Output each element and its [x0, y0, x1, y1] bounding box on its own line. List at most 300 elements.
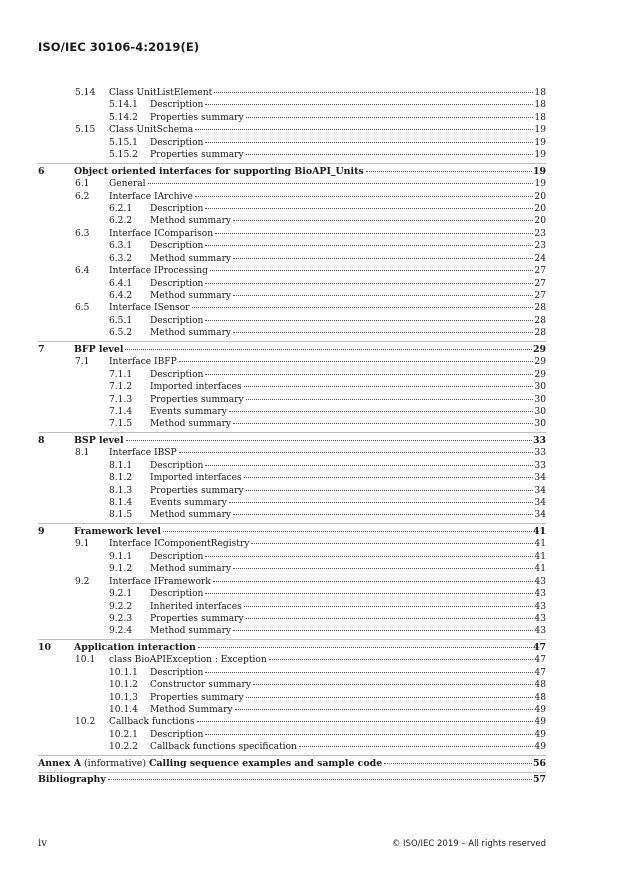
toc-entry-title: Constructor summary [150, 680, 251, 691]
toc-entry-title: Interface IProcessing [109, 266, 208, 277]
toc-entry-title: Class UnitSchema [109, 125, 194, 136]
toc-entry-page: 47 [532, 641, 546, 653]
toc-entry-number: 5.15.2 [109, 150, 138, 161]
toc-entry-title: Description [150, 100, 204, 111]
toc-entry[interactable] [38, 497, 546, 509]
toc-entry[interactable] [38, 149, 546, 161]
toc-entry-leader [150, 99, 546, 111]
toc-entry-leader [109, 87, 546, 99]
toc-entry-title: Method summary [150, 216, 232, 227]
toc-entry-leader [109, 538, 546, 550]
toc-entry-title: Method Summary [150, 705, 233, 715]
toc-entry-number: 9.2.2 [109, 601, 133, 612]
toc-entry-leader [74, 344, 546, 356]
toc-entry-number: 7.1.1 [109, 369, 133, 380]
toc-entry-title: Events summary [150, 406, 227, 417]
toc-entry[interactable] [38, 435, 546, 447]
toc-entry-page: 34 [534, 498, 546, 508]
toc-entry-page: 43 [534, 576, 546, 587]
dot-leader [233, 514, 533, 515]
toc-entry-page: 41 [534, 564, 546, 575]
toc-entry-page: 19 [534, 150, 546, 161]
dot-leader [210, 270, 533, 271]
toc-entry-page: 48 [534, 692, 546, 703]
toc-entry-leader [150, 315, 546, 327]
toc-entry-number: 10.1.2 [109, 680, 138, 691]
dot-leader [126, 440, 532, 441]
section-divider [38, 523, 546, 524]
toc-entry-title: Interface ISensor [109, 303, 190, 314]
toc-entry[interactable] [38, 588, 546, 600]
toc-entry-leader [150, 563, 546, 575]
toc-entry-title: Description [150, 589, 204, 600]
toc-entry-title: Object oriented interfaces for supporting BioAPI_Units [74, 165, 364, 177]
toc-entry-leader [109, 191, 546, 203]
toc-entry-number: 8.1.1 [109, 460, 133, 471]
toc-entry-page: 34 [534, 485, 546, 496]
annex-title-group [38, 758, 383, 770]
dot-leader [233, 568, 533, 569]
toc-entry[interactable] [38, 278, 546, 290]
toc-entry-number: 10.1.4 [109, 705, 138, 715]
toc-entry-page: 24 [534, 253, 546, 264]
dot-leader [233, 423, 533, 424]
toc-entry-leader [150, 253, 546, 265]
dot-leader [269, 659, 533, 660]
toc-entry-number: 9.1.2 [109, 564, 133, 575]
dot-leader [205, 593, 533, 594]
toc-entry-title: class BioAPIException : Exception [109, 655, 267, 666]
toc-entry-page: 23 [534, 241, 546, 252]
dot-leader [205, 556, 533, 557]
toc-entry-leader [150, 667, 546, 679]
toc-entry[interactable] [38, 654, 546, 666]
toc-entry-title: Interface IFramework [109, 576, 211, 587]
toc-entry-title: Description [150, 551, 204, 562]
dot-leader [246, 490, 533, 491]
dot-leader [233, 258, 533, 259]
dot-leader [205, 104, 533, 105]
toc-entry-leader [150, 203, 546, 215]
toc-entry-page: 43 [534, 626, 546, 637]
toc-entry-leader [150, 149, 546, 161]
toc-entry-leader [109, 654, 546, 666]
toc-entry-number: 5.15 [75, 125, 96, 136]
toc-entry-number: 9.2.4 [109, 626, 133, 637]
toc-entry-number: 6.3.2 [109, 253, 133, 264]
toc-entry-bibliography[interactable] [38, 774, 546, 786]
toc-entry-number: 6.3 [75, 228, 90, 239]
toc-entry[interactable] [38, 344, 546, 356]
toc-entry-title: Properties summary [150, 692, 244, 703]
toc-entry-page: 19 [534, 137, 546, 148]
dot-leader [197, 721, 533, 722]
bibliography-page: 57 [532, 774, 546, 786]
toc-entry-leader [38, 774, 546, 786]
toc-entry-page: 30 [534, 419, 546, 430]
toc-entry-number: 8 [38, 434, 45, 446]
toc-entry-title: Description [150, 460, 204, 471]
toc-entry[interactable] [38, 203, 546, 215]
toc-entry[interactable] [38, 240, 546, 252]
toc-entry[interactable] [38, 460, 546, 472]
toc-entry-number: 6.2.1 [109, 203, 133, 214]
toc-entry-leader [150, 215, 546, 227]
annex-label: Annex A [38, 757, 81, 769]
dot-leader [205, 245, 533, 246]
toc-entry-leader [109, 447, 546, 459]
toc-entry-page: 28 [534, 328, 546, 339]
toc-entry-leader [150, 369, 546, 381]
dot-leader [229, 502, 533, 503]
toc-entry-number: 6.5.1 [109, 315, 133, 326]
toc-entry[interactable] [38, 394, 546, 406]
toc-entry-leader [150, 112, 546, 124]
toc-entry-number: 10.1.3 [109, 692, 138, 703]
toc-entry-number: 6.2.2 [109, 216, 133, 227]
toc-entry-page: 49 [534, 742, 546, 753]
toc-entry[interactable] [38, 265, 546, 277]
toc-entry-number: 7.1.3 [109, 394, 133, 405]
toc-entry[interactable] [38, 526, 546, 538]
toc-entry[interactable] [38, 716, 546, 728]
section-divider [38, 772, 546, 773]
toc-entry-title: Imported interfaces [150, 473, 242, 484]
toc-entry-page: 33 [532, 434, 546, 446]
dot-leader [235, 709, 533, 710]
toc-entry-title: Imported interfaces [150, 382, 242, 393]
toc-entry[interactable] [38, 485, 546, 497]
toc-entry[interactable] [38, 191, 546, 203]
toc-entry-title: Description [150, 369, 204, 380]
toc-entry[interactable] [38, 472, 546, 484]
toc-entry-number: 6.2 [75, 191, 90, 202]
toc-entry-page: 18 [534, 88, 546, 98]
toc-entry[interactable] [38, 509, 546, 521]
toc-entry-title: Method summary [150, 626, 232, 637]
toc-entry-title: Properties summary [150, 150, 244, 161]
dot-leader [195, 196, 533, 197]
toc-entry-leader [150, 485, 546, 497]
toc-entry-number: 8.1 [75, 448, 90, 459]
toc-entry-title: Method summary [150, 419, 232, 430]
toc-entry-page: 29 [532, 343, 546, 355]
dot-leader [163, 531, 532, 532]
toc-entry-page: 49 [534, 705, 546, 715]
toc-entry[interactable] [38, 679, 546, 691]
toc-entry[interactable] [38, 406, 546, 418]
toc-entry[interactable] [38, 381, 546, 393]
toc-entry-leader [150, 137, 546, 149]
dot-leader [214, 92, 533, 93]
toc-entry-leader [109, 178, 546, 190]
toc-entry[interactable] [38, 576, 546, 588]
toc-entry[interactable] [38, 228, 546, 240]
toc-entry-number: 7.1.4 [109, 406, 133, 417]
dot-leader [125, 349, 532, 350]
toc-entry[interactable] [38, 166, 546, 178]
toc-entry[interactable] [38, 302, 546, 314]
toc-entry-number: 5.14.1 [109, 100, 138, 111]
toc-entry-title: Framework level [74, 525, 161, 537]
toc-entry-title: Method summary [150, 510, 232, 521]
toc-entry-leader [150, 472, 546, 484]
toc-entry-number: 9.1.1 [109, 551, 133, 562]
toc-entry-page: 30 [534, 394, 546, 405]
toc-entry-number: 7.1.5 [109, 419, 133, 430]
page-number: iv [38, 838, 47, 849]
toc-entry-page: 41 [534, 539, 546, 550]
toc-entry-title: Method summary [150, 328, 232, 339]
toc-entry-leader [150, 692, 546, 704]
toc-entry[interactable] [38, 729, 546, 741]
toc-entry-title: Interface IArchive [109, 191, 193, 202]
toc-entry-title: Description [150, 137, 204, 148]
toc-entry-number: 10.2 [75, 717, 96, 728]
toc-entry-title: BSP level [74, 434, 124, 446]
toc-entry-title: Properties summary [150, 485, 244, 496]
dot-leader [195, 129, 533, 130]
section-divider [38, 639, 546, 640]
toc-entry-leader [150, 729, 546, 741]
toc-entry[interactable] [38, 538, 546, 550]
toc-entry[interactable] [38, 356, 546, 368]
toc-entry-leader [150, 290, 546, 302]
toc-entry[interactable] [38, 601, 546, 613]
toc-entry-number: 5.14.2 [109, 112, 138, 123]
toc-entry-page: 33 [534, 460, 546, 471]
dot-leader [384, 763, 532, 764]
table-of-contents [38, 87, 546, 787]
toc-entry-title: Properties summary [150, 112, 244, 123]
toc-entry-number: 10 [38, 641, 52, 653]
toc-entry-title: Description [150, 278, 204, 289]
toc-entry-number: 9.2.1 [109, 589, 133, 600]
toc-entry-number: 6.5.2 [109, 328, 133, 339]
dot-leader [205, 142, 533, 143]
toc-entry-title: Class UnitListElement [109, 88, 213, 98]
toc-entry-page: 23 [534, 228, 546, 239]
toc-entry[interactable] [38, 87, 546, 99]
toc-entry-page: 47 [534, 667, 546, 678]
toc-entry-title: Description [150, 203, 204, 214]
toc-entry-number: 8.1.4 [109, 498, 133, 508]
toc-entry-title: Method summary [150, 291, 232, 301]
toc-entry-number: 6.4 [75, 266, 90, 277]
dot-leader [246, 117, 533, 118]
toc-entry-leader [150, 601, 546, 613]
toc-entry[interactable] [38, 625, 546, 637]
dot-leader [108, 779, 532, 780]
toc-entry-leader [150, 460, 546, 472]
toc-entry-number: 6.5 [75, 303, 90, 314]
toc-entry[interactable] [38, 613, 546, 625]
toc-entry-page: 20 [534, 191, 546, 202]
toc-entry-title: Description [150, 729, 204, 740]
annex-page: 56 [532, 757, 546, 769]
toc-entry-number: 8.1.2 [109, 473, 133, 484]
toc-entry-number: 10.2.2 [109, 742, 138, 753]
dot-leader [179, 361, 533, 362]
annex-qualifier: (informative) [81, 757, 149, 769]
toc-entry-number: 6.3.1 [109, 241, 133, 252]
toc-entry[interactable] [38, 327, 546, 339]
toc-entry-page: 19 [534, 179, 546, 190]
toc-entry-leader [109, 265, 546, 277]
toc-entry-leader [150, 551, 546, 563]
toc-entry-page: 20 [534, 203, 546, 214]
toc-entry-leader [150, 394, 546, 406]
toc-entry-number: 8.1.5 [109, 510, 133, 521]
dot-leader [246, 618, 533, 619]
dot-leader [244, 477, 533, 478]
toc-entry-leader [150, 704, 546, 716]
toc-entry-number: 6.1 [75, 179, 90, 190]
toc-entry[interactable] [38, 447, 546, 459]
dot-leader [198, 647, 532, 648]
dot-leader [233, 630, 533, 631]
toc-entry-leader [150, 497, 546, 509]
toc-entry[interactable] [38, 741, 546, 753]
toc-entry-number: 6.4.1 [109, 278, 133, 289]
dot-leader [213, 581, 533, 582]
toc-entry-page: 43 [534, 601, 546, 612]
section-divider [38, 432, 546, 433]
dot-leader [205, 283, 533, 284]
toc-entry-number: 7.1.2 [109, 382, 133, 393]
toc-entry-page: 41 [532, 525, 546, 537]
toc-entry-page: 18 [534, 100, 546, 111]
toc-entry-number: 10.2.1 [109, 729, 138, 740]
toc-entry-page: 43 [534, 589, 546, 600]
toc-entry-leader [150, 613, 546, 625]
toc-entry-page: 49 [534, 717, 546, 728]
toc-entry-page: 28 [534, 303, 546, 314]
toc-entry-number: 7.1 [75, 357, 90, 368]
toc-entry-page: 29 [534, 357, 546, 368]
toc-entry-page: 47 [534, 655, 546, 666]
toc-entry-leader [109, 124, 546, 136]
section-divider [38, 341, 546, 342]
dot-leader [233, 332, 533, 333]
toc-entry[interactable] [38, 290, 546, 302]
toc-entry[interactable] [38, 315, 546, 327]
toc-entry-leader [109, 716, 546, 728]
toc-entry-title: Description [150, 667, 204, 678]
toc-entry[interactable] [38, 369, 546, 381]
toc-entry-leader [109, 356, 546, 368]
toc-entry-title: Callback functions specification [150, 742, 297, 753]
toc-entry-leader [150, 240, 546, 252]
dot-leader [179, 452, 533, 453]
toc-entry-leader [150, 625, 546, 637]
toc-entry-title: Description [150, 241, 204, 252]
toc-entry-number: 5.15.1 [109, 137, 138, 148]
toc-entry-page: 48 [534, 680, 546, 691]
toc-entry[interactable] [38, 137, 546, 149]
toc-entry-page: 34 [534, 473, 546, 484]
dot-leader [205, 465, 533, 466]
toc-entry-page: 28 [534, 315, 546, 326]
toc-entry-leader [109, 228, 546, 240]
toc-entry-leader [109, 576, 546, 588]
toc-entry[interactable] [38, 178, 546, 190]
toc-entry-leader [150, 679, 546, 691]
toc-entry-leader [150, 509, 546, 521]
toc-entry-page: 19 [534, 125, 546, 136]
toc-entry-title: Callback functions [109, 717, 195, 728]
toc-entry-page: 27 [534, 266, 546, 277]
toc-entry-leader [74, 526, 546, 538]
document-header: ISO/IEC 30106-4:2019(E) [38, 40, 200, 54]
dot-leader [215, 233, 533, 234]
toc-entry-page: 20 [534, 216, 546, 227]
dot-leader [205, 734, 533, 735]
toc-entry-leader [109, 302, 546, 314]
toc-entry-number: 10.1.1 [109, 667, 138, 678]
dot-leader [192, 307, 533, 308]
toc-entry-number: 7 [38, 343, 45, 355]
dot-leader [244, 606, 533, 607]
toc-entry[interactable] [38, 253, 546, 265]
toc-entry[interactable] [38, 215, 546, 227]
toc-entry-leader [150, 741, 546, 753]
toc-entry-number: 6 [38, 165, 45, 177]
annex-title: Calling sequence examples and sample code [149, 757, 383, 769]
toc-entry-number: 9 [38, 525, 45, 537]
toc-entry-leader [74, 642, 546, 654]
toc-entry[interactable] [38, 99, 546, 111]
toc-entry-title: Method summary [150, 253, 232, 264]
toc-entry-number: 6.4.2 [109, 291, 133, 301]
toc-entry[interactable] [38, 418, 546, 430]
toc-entry[interactable] [38, 563, 546, 575]
toc-entry-page: 30 [534, 382, 546, 393]
toc-entry-title: Interface IBSP [109, 448, 177, 459]
dot-leader [205, 320, 533, 321]
toc-entry[interactable] [38, 551, 546, 563]
toc-entry-title: General [109, 179, 146, 190]
dot-leader [246, 399, 533, 400]
toc-entry-leader [74, 166, 546, 178]
toc-entry[interactable] [38, 692, 546, 704]
toc-entry-number: 5.14 [75, 88, 96, 98]
dot-leader [205, 672, 533, 673]
dot-leader [229, 411, 533, 412]
toc-entry[interactable] [38, 704, 546, 716]
toc-entry[interactable] [38, 124, 546, 136]
toc-entry-page: 30 [534, 406, 546, 417]
bibliography-title: Bibliography [38, 774, 106, 786]
copyright-notice: © ISO/IEC 2019 – All rights reserved [391, 839, 546, 849]
toc-entry-page: 43 [534, 613, 546, 624]
toc-entry-title: Application interaction [74, 641, 196, 653]
toc-entry-page: 41 [534, 551, 546, 562]
toc-entry[interactable] [38, 642, 546, 654]
toc-entry-leader [38, 758, 546, 770]
toc-entry-page: 27 [534, 291, 546, 301]
toc-entry-number: 9.2 [75, 576, 90, 587]
toc-entry-page: 27 [534, 278, 546, 289]
toc-entry[interactable] [38, 667, 546, 679]
toc-entry-leader [150, 418, 546, 430]
dot-leader [246, 697, 533, 698]
toc-entry-number: 8.1.3 [109, 485, 133, 496]
toc-entry-annex[interactable] [38, 758, 546, 770]
toc-entry[interactable] [38, 112, 546, 124]
toc-entry-leader [150, 406, 546, 418]
toc-entry-number: 9.1 [75, 539, 90, 550]
